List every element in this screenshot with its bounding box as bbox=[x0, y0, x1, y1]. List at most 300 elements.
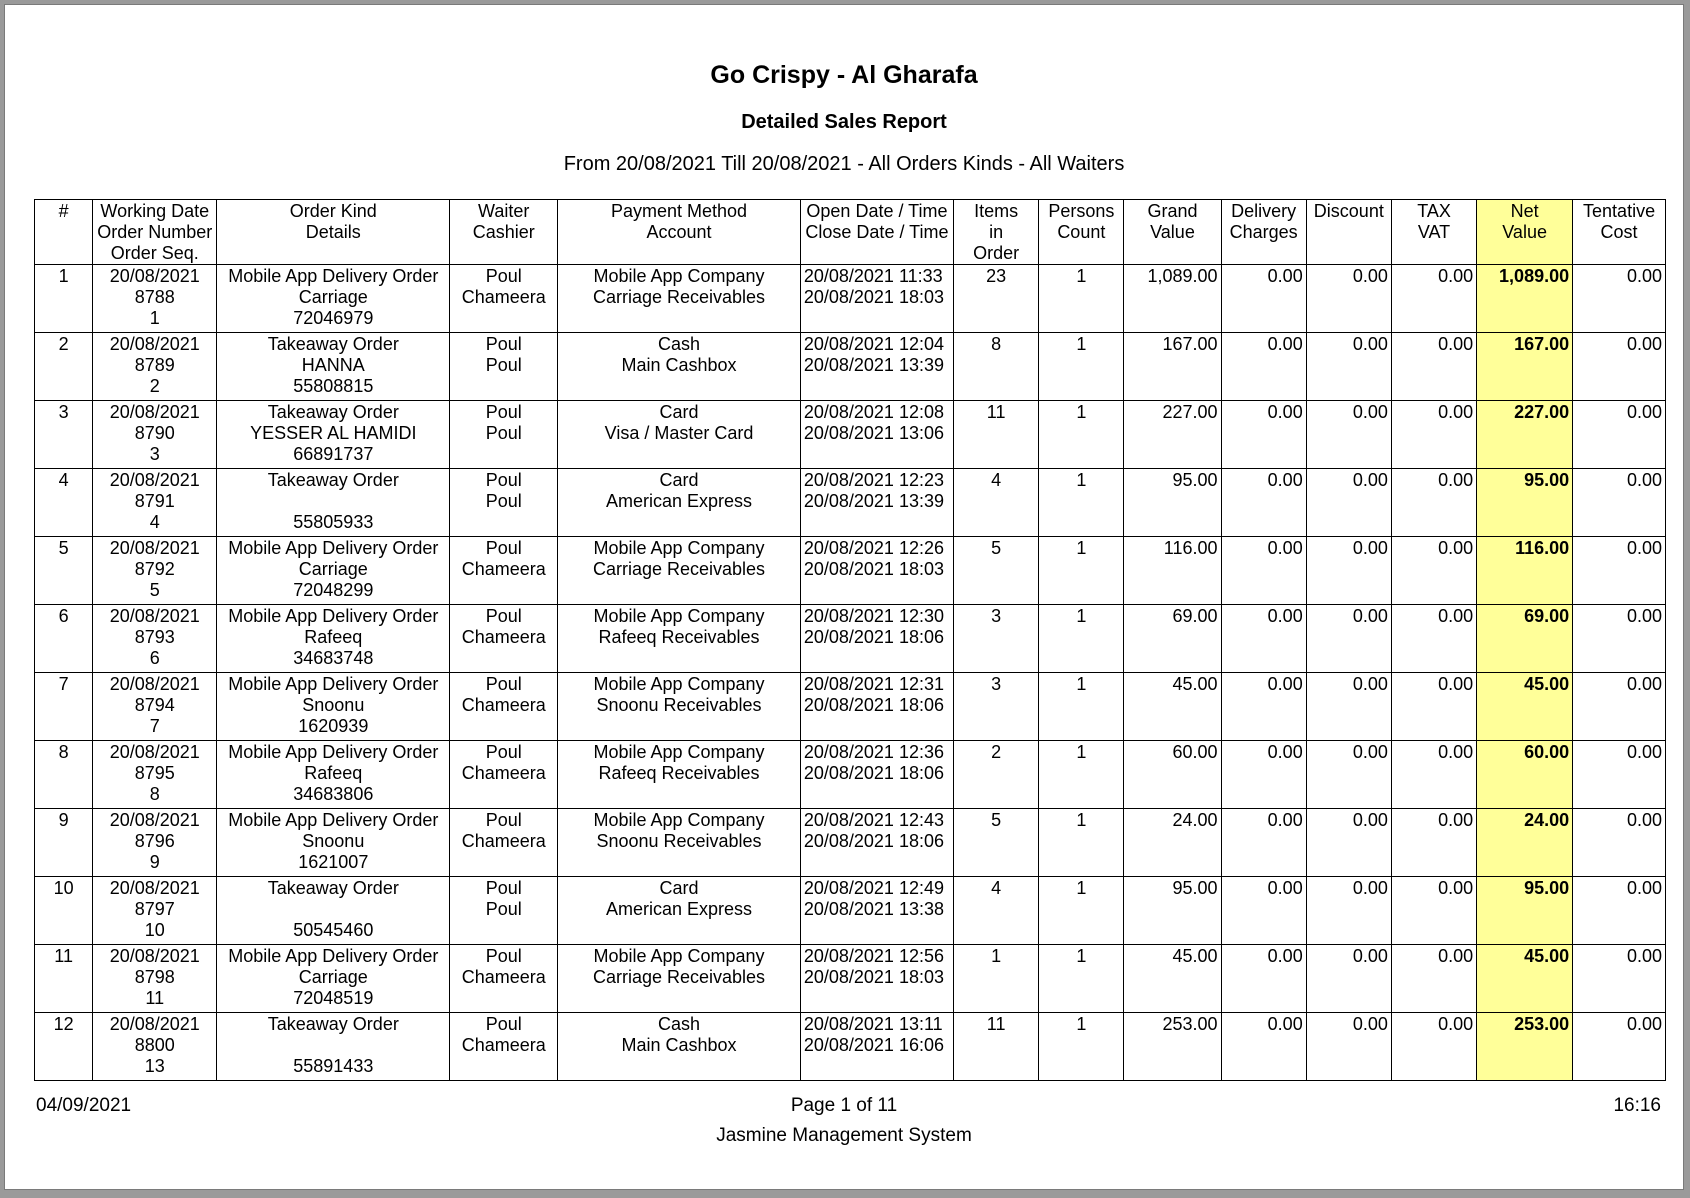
column-header-line: Tentative bbox=[1583, 201, 1656, 221]
cell-discount: 0.00 bbox=[1306, 333, 1391, 401]
cell-dates bbox=[800, 401, 953, 469]
column-header-line: Account bbox=[646, 222, 712, 242]
cell-line: 20/08/2021 bbox=[109, 878, 200, 898]
cell-line: Rafeeq Receivables bbox=[598, 627, 760, 647]
cell-line: 6 bbox=[149, 648, 160, 668]
cell-tax: 0.00 bbox=[1391, 605, 1476, 673]
cell-delivery: 0.00 bbox=[1221, 469, 1306, 537]
cell-line: 8798 bbox=[134, 967, 175, 987]
cell-waiter bbox=[450, 673, 558, 741]
cell-waiter bbox=[450, 741, 558, 809]
report-title: Go Crispy - Al Gharafa bbox=[710, 61, 978, 89]
cell-payment bbox=[558, 401, 801, 469]
cell-grand: 24.00 bbox=[1124, 809, 1221, 877]
cell-grand: 69.00 bbox=[1124, 605, 1221, 673]
table-row bbox=[35, 333, 1666, 401]
cell-items: 8 bbox=[954, 333, 1039, 401]
cell-working bbox=[93, 469, 217, 537]
table-row bbox=[35, 741, 1666, 809]
cell-tentative: 0.00 bbox=[1573, 537, 1666, 605]
cell-line: 20/08/2021 bbox=[109, 1014, 200, 1034]
column-header-line: Items bbox=[974, 201, 1019, 221]
cell-line: 20/08/2021 18:06 bbox=[803, 627, 944, 647]
cell-waiter bbox=[450, 469, 558, 537]
cell-seq: 2 bbox=[35, 333, 93, 401]
cell-persons: 1 bbox=[1039, 945, 1124, 1013]
cell-dates bbox=[800, 333, 953, 401]
cell-items: 3 bbox=[954, 605, 1039, 673]
cell-tentative: 0.00 bbox=[1573, 673, 1666, 741]
cell-line: 1 bbox=[149, 308, 160, 328]
cell-persons: 1 bbox=[1039, 741, 1124, 809]
cell-waiter bbox=[450, 605, 558, 673]
cell-persons: 1 bbox=[1039, 809, 1124, 877]
cell-line: 8791 bbox=[134, 491, 175, 511]
column-header-line: VAT bbox=[1417, 222, 1451, 242]
cell-waiter bbox=[450, 877, 558, 945]
cell-line: 20/08/2021 bbox=[109, 742, 200, 762]
cell-discount: 0.00 bbox=[1306, 1013, 1391, 1081]
cell-kind bbox=[217, 1013, 450, 1081]
column-header-line: # bbox=[58, 201, 69, 221]
cell-items: 5 bbox=[954, 537, 1039, 605]
column-header-dates bbox=[800, 200, 953, 265]
cell-line: Carriage bbox=[298, 967, 368, 987]
cell-line: Carriage bbox=[298, 287, 368, 307]
table-row bbox=[35, 945, 1666, 1013]
cell-line: 50545460 bbox=[293, 920, 374, 940]
table-row bbox=[35, 809, 1666, 877]
cell-working bbox=[93, 401, 217, 469]
cell-line: 20/08/2021 12:43 bbox=[803, 810, 944, 830]
cell-line: 7 bbox=[149, 716, 160, 736]
cell-line: Card bbox=[659, 470, 699, 490]
cell-line: Rafeeq Receivables bbox=[598, 763, 760, 783]
cell-discount: 0.00 bbox=[1306, 945, 1391, 1013]
cell-delivery: 0.00 bbox=[1221, 265, 1306, 333]
cell-line: Poul bbox=[485, 334, 522, 354]
cell-net: 45.00 bbox=[1477, 673, 1573, 741]
column-header-line: Count bbox=[1057, 222, 1106, 242]
cell-delivery: 0.00 bbox=[1221, 945, 1306, 1013]
cell-line: 20/08/2021 12:49 bbox=[803, 878, 944, 898]
cell-line: 20/08/2021 12:30 bbox=[803, 606, 944, 626]
cell-dates bbox=[800, 265, 953, 333]
cell-working bbox=[93, 605, 217, 673]
cell-tentative: 0.00 bbox=[1573, 1013, 1666, 1081]
cell-kind bbox=[217, 673, 450, 741]
cell-line: 9 bbox=[149, 852, 160, 872]
column-header-line: Order Number bbox=[97, 222, 213, 242]
cell-line: Carriage bbox=[298, 559, 368, 579]
cell-line: 20/08/2021 18:03 bbox=[803, 967, 944, 987]
cell-items: 4 bbox=[954, 877, 1039, 945]
cell-line: Poul bbox=[485, 423, 522, 443]
cell-net: 253.00 bbox=[1477, 1013, 1573, 1081]
cell-working bbox=[93, 741, 217, 809]
column-header-line: Details bbox=[305, 222, 361, 242]
cell-discount: 0.00 bbox=[1306, 537, 1391, 605]
cell-seq: 9 bbox=[35, 809, 93, 877]
cell-persons: 1 bbox=[1039, 537, 1124, 605]
column-header-line: Discount bbox=[1313, 201, 1384, 221]
cell-line: 55808815 bbox=[293, 376, 374, 396]
cell-line: 20/08/2021 bbox=[109, 266, 200, 286]
column-header-line: Net bbox=[1510, 201, 1539, 221]
cell-discount: 0.00 bbox=[1306, 401, 1391, 469]
cell-line: 20/08/2021 bbox=[109, 334, 200, 354]
cell-persons: 1 bbox=[1039, 877, 1124, 945]
cell-line: Poul bbox=[485, 674, 522, 694]
cell-dates bbox=[800, 605, 953, 673]
cell-line: Mobile App Company bbox=[593, 266, 765, 286]
cell-line: Rafeeq bbox=[304, 627, 363, 647]
cell-tentative: 0.00 bbox=[1573, 333, 1666, 401]
cell-line: Mobile App Company bbox=[593, 606, 765, 626]
print-time: 16:16 bbox=[1613, 1095, 1661, 1116]
cell-line: 8796 bbox=[134, 831, 175, 851]
cell-line: 11 bbox=[145, 988, 165, 1008]
cell-line: 72048299 bbox=[293, 580, 374, 600]
cell-line: Mobile App Company bbox=[593, 946, 765, 966]
cell-waiter bbox=[450, 1013, 558, 1081]
column-header-items bbox=[954, 200, 1039, 265]
cell-tax: 0.00 bbox=[1391, 673, 1476, 741]
cell-payment bbox=[558, 945, 801, 1013]
cell-line: 20/08/2021 13:39 bbox=[803, 355, 944, 375]
cell-line: Takeaway Order bbox=[267, 878, 399, 898]
cell-line: 20/08/2021 bbox=[109, 402, 200, 422]
cell-line: Mobile App Delivery Order bbox=[228, 810, 439, 830]
cell-line: 20/08/2021 bbox=[109, 606, 200, 626]
cell-line bbox=[220, 1035, 446, 1056]
cell-tentative: 0.00 bbox=[1573, 265, 1666, 333]
cell-line: Poul bbox=[485, 266, 522, 286]
cell-net: 95.00 bbox=[1477, 877, 1573, 945]
cell-tax: 0.00 bbox=[1391, 1013, 1476, 1081]
cell-line: Poul bbox=[485, 1014, 522, 1034]
report-page bbox=[4, 4, 1684, 1190]
cell-line bbox=[220, 491, 446, 512]
page-indicator: Page 1 of 11 bbox=[790, 1095, 898, 1116]
cell-net: 167.00 bbox=[1477, 333, 1573, 401]
column-header-line: Waiter bbox=[478, 201, 530, 221]
cell-grand: 1,089.00 bbox=[1124, 265, 1221, 333]
cell-line: 5 bbox=[149, 580, 160, 600]
cell-line bbox=[220, 899, 446, 920]
cell-line: 55891433 bbox=[293, 1056, 374, 1076]
cell-line: Mobile App Company bbox=[593, 674, 765, 694]
cell-kind bbox=[217, 741, 450, 809]
cell-line: American Express bbox=[605, 899, 753, 919]
cell-line: Snoonu bbox=[302, 695, 365, 715]
cell-items: 11 bbox=[954, 401, 1039, 469]
cell-line: Chameera bbox=[461, 763, 546, 783]
cell-waiter bbox=[450, 401, 558, 469]
cell-delivery: 0.00 bbox=[1221, 605, 1306, 673]
cell-line: 72048519 bbox=[293, 988, 374, 1008]
cell-net: 24.00 bbox=[1477, 809, 1573, 877]
cell-kind bbox=[217, 469, 450, 537]
cell-line: 20/08/2021 12:23 bbox=[803, 470, 944, 490]
cell-working bbox=[93, 537, 217, 605]
cell-dates bbox=[800, 877, 953, 945]
cell-line: 20/08/2021 bbox=[109, 674, 200, 694]
cell-seq: 3 bbox=[35, 401, 93, 469]
cell-line: 20/08/2021 13:06 bbox=[803, 423, 944, 443]
cell-dates bbox=[800, 673, 953, 741]
cell-grand: 253.00 bbox=[1124, 1013, 1221, 1081]
cell-line: Chameera bbox=[461, 559, 546, 579]
report-subtitle: Detailed Sales Report bbox=[741, 111, 947, 133]
cell-seq: 7 bbox=[35, 673, 93, 741]
cell-items: 11 bbox=[954, 1013, 1039, 1081]
cell-kind bbox=[217, 537, 450, 605]
cell-line: Mobile App Delivery Order bbox=[228, 538, 439, 558]
column-header-net bbox=[1477, 200, 1573, 265]
cell-line: HANNA bbox=[301, 355, 365, 375]
cell-waiter bbox=[450, 809, 558, 877]
cell-line: 20/08/2021 12:56 bbox=[803, 946, 944, 966]
cell-kind bbox=[217, 877, 450, 945]
cell-line: 8794 bbox=[134, 695, 175, 715]
cell-discount: 0.00 bbox=[1306, 741, 1391, 809]
cell-kind bbox=[217, 333, 450, 401]
cell-line: Poul bbox=[485, 402, 522, 422]
cell-net: 95.00 bbox=[1477, 469, 1573, 537]
cell-dates bbox=[800, 1013, 953, 1081]
cell-line: Mobile App Delivery Order bbox=[228, 606, 439, 626]
column-header-line: Order Seq. bbox=[110, 243, 199, 263]
cell-net: 45.00 bbox=[1477, 945, 1573, 1013]
table-row bbox=[35, 537, 1666, 605]
cell-tentative: 0.00 bbox=[1573, 401, 1666, 469]
cell-grand: 95.00 bbox=[1124, 469, 1221, 537]
cell-line: Main Cashbox bbox=[621, 1035, 737, 1055]
cell-delivery: 0.00 bbox=[1221, 401, 1306, 469]
cell-waiter bbox=[450, 537, 558, 605]
cell-discount: 0.00 bbox=[1306, 673, 1391, 741]
cell-payment bbox=[558, 537, 801, 605]
cell-kind bbox=[217, 605, 450, 673]
column-header-line: Close Date / Time bbox=[805, 222, 949, 242]
table-row bbox=[35, 877, 1666, 945]
cell-line: 20/08/2021 18:06 bbox=[803, 831, 944, 851]
cell-discount: 0.00 bbox=[1306, 605, 1391, 673]
cell-line: 1620939 bbox=[298, 716, 369, 736]
table-row bbox=[35, 401, 1666, 469]
cell-kind bbox=[217, 401, 450, 469]
cell-net: 116.00 bbox=[1477, 537, 1573, 605]
cell-line: Mobile App Delivery Order bbox=[228, 674, 439, 694]
column-header-payment bbox=[558, 200, 801, 265]
cell-tax: 0.00 bbox=[1391, 877, 1476, 945]
cell-working bbox=[93, 333, 217, 401]
column-header-line: Payment Method bbox=[610, 201, 748, 221]
cell-seq: 8 bbox=[35, 741, 93, 809]
cell-tentative: 0.00 bbox=[1573, 469, 1666, 537]
cell-waiter bbox=[450, 945, 558, 1013]
cell-line: 20/08/2021 11:33 bbox=[803, 266, 943, 286]
cell-line: YESSER AL HAMIDI bbox=[250, 423, 417, 443]
cell-seq: 1 bbox=[35, 265, 93, 333]
column-header-line: Cost bbox=[1600, 222, 1638, 242]
cell-line: Poul bbox=[485, 810, 522, 830]
cell-tax: 0.00 bbox=[1391, 469, 1476, 537]
cell-grand: 45.00 bbox=[1124, 945, 1221, 1013]
cell-line: Chameera bbox=[461, 967, 546, 987]
cell-line: 20/08/2021 12:36 bbox=[803, 742, 944, 762]
cell-tax: 0.00 bbox=[1391, 401, 1476, 469]
table-row bbox=[35, 605, 1666, 673]
cell-payment bbox=[558, 741, 801, 809]
cell-tax: 0.00 bbox=[1391, 537, 1476, 605]
table-row bbox=[35, 673, 1666, 741]
cell-net: 227.00 bbox=[1477, 401, 1573, 469]
cell-line: 66891737 bbox=[293, 444, 374, 464]
cell-line: 20/08/2021 bbox=[109, 946, 200, 966]
column-header-discount bbox=[1306, 200, 1391, 265]
cell-payment bbox=[558, 333, 801, 401]
cell-line: 34683748 bbox=[293, 648, 374, 668]
cell-grand: 45.00 bbox=[1124, 673, 1221, 741]
column-header-delivery bbox=[1221, 200, 1306, 265]
cell-line: 8797 bbox=[134, 899, 175, 919]
table-row bbox=[35, 265, 1666, 333]
cell-seq: 12 bbox=[35, 1013, 93, 1081]
cell-kind bbox=[217, 809, 450, 877]
cell-line: 8795 bbox=[134, 763, 175, 783]
cell-grand: 227.00 bbox=[1124, 401, 1221, 469]
cell-items: 2 bbox=[954, 741, 1039, 809]
cell-line: 20/08/2021 12:26 bbox=[803, 538, 944, 558]
cell-line: 3 bbox=[149, 444, 160, 464]
cell-line: Takeaway Order bbox=[267, 1014, 399, 1034]
cell-dates bbox=[800, 741, 953, 809]
cell-line: 8792 bbox=[134, 559, 175, 579]
cell-line: Cash bbox=[657, 334, 701, 354]
table-row bbox=[35, 469, 1666, 537]
column-header-line: Order bbox=[973, 243, 1020, 263]
cell-net: 1,089.00 bbox=[1477, 265, 1573, 333]
column-header-line: Open Date / Time bbox=[806, 201, 948, 221]
cell-tentative: 0.00 bbox=[1573, 809, 1666, 877]
cell-line: Card bbox=[659, 402, 699, 422]
table-body bbox=[35, 265, 1666, 1081]
cell-line: 10 bbox=[144, 920, 165, 940]
cell-line: Main Cashbox bbox=[621, 355, 737, 375]
cell-line: 20/08/2021 13:38 bbox=[803, 899, 944, 919]
cell-payment bbox=[558, 265, 801, 333]
column-header-line: TAX bbox=[1417, 201, 1451, 221]
cell-line: Poul bbox=[485, 538, 522, 558]
cell-items: 4 bbox=[954, 469, 1039, 537]
cell-persons: 1 bbox=[1039, 469, 1124, 537]
cell-items: 5 bbox=[954, 809, 1039, 877]
cell-tax: 0.00 bbox=[1391, 741, 1476, 809]
cell-grand: 167.00 bbox=[1124, 333, 1221, 401]
cell-line: American Express bbox=[605, 491, 753, 511]
cell-line: 20/08/2021 18:06 bbox=[803, 695, 944, 715]
cell-line: Mobile App Company bbox=[593, 742, 765, 762]
cell-grand: 95.00 bbox=[1124, 877, 1221, 945]
sales-table bbox=[34, 199, 1666, 1081]
column-header-line: Order Kind bbox=[289, 201, 377, 221]
cell-line: 1621007 bbox=[298, 852, 369, 872]
cell-line: Mobile App Company bbox=[593, 810, 765, 830]
cell-persons: 1 bbox=[1039, 265, 1124, 333]
cell-persons: 1 bbox=[1039, 673, 1124, 741]
cell-line: 20/08/2021 13:11 bbox=[803, 1014, 943, 1034]
column-header-working bbox=[93, 200, 217, 265]
cell-tentative: 0.00 bbox=[1573, 741, 1666, 809]
cell-delivery: 0.00 bbox=[1221, 537, 1306, 605]
cell-line: Snoonu Receivables bbox=[596, 831, 762, 851]
cell-seq: 4 bbox=[35, 469, 93, 537]
cell-payment bbox=[558, 1013, 801, 1081]
cell-line: Chameera bbox=[461, 1035, 546, 1055]
table-row bbox=[35, 1013, 1666, 1081]
cell-discount: 0.00 bbox=[1306, 809, 1391, 877]
cell-payment bbox=[558, 673, 801, 741]
cell-line: Poul bbox=[485, 899, 522, 919]
cell-line: 8788 bbox=[134, 287, 175, 307]
cell-line: 20/08/2021 bbox=[109, 470, 200, 490]
cell-line: 2 bbox=[149, 376, 160, 396]
column-header-line: Value bbox=[1502, 222, 1547, 242]
cell-dates bbox=[800, 809, 953, 877]
cell-line: 72046979 bbox=[293, 308, 374, 328]
cell-seq: 11 bbox=[35, 945, 93, 1013]
cell-items: 3 bbox=[954, 673, 1039, 741]
cell-line: 20/08/2021 12:08 bbox=[803, 402, 944, 422]
cell-tax: 0.00 bbox=[1391, 265, 1476, 333]
cell-delivery: 0.00 bbox=[1221, 333, 1306, 401]
cell-tentative: 0.00 bbox=[1573, 945, 1666, 1013]
cell-seq: 10 bbox=[35, 877, 93, 945]
cell-line: Card bbox=[659, 878, 699, 898]
cell-seq: 6 bbox=[35, 605, 93, 673]
cell-tax: 0.00 bbox=[1391, 809, 1476, 877]
column-header-line: Working Date bbox=[100, 201, 210, 221]
cell-line: 8800 bbox=[134, 1035, 175, 1055]
cell-line: Cash bbox=[657, 1014, 701, 1034]
cell-line: Takeaway Order bbox=[267, 334, 399, 354]
cell-net: 69.00 bbox=[1477, 605, 1573, 673]
cell-grand: 116.00 bbox=[1124, 537, 1221, 605]
cell-line: Snoonu Receivables bbox=[596, 695, 762, 715]
cell-line: 20/08/2021 16:06 bbox=[803, 1035, 944, 1055]
cell-payment bbox=[558, 809, 801, 877]
cell-line: Poul bbox=[485, 491, 522, 511]
column-header-waiter bbox=[450, 200, 558, 265]
cell-items: 1 bbox=[954, 945, 1039, 1013]
cell-items: 23 bbox=[954, 265, 1039, 333]
cell-waiter bbox=[450, 265, 558, 333]
cell-working bbox=[93, 673, 217, 741]
cell-persons: 1 bbox=[1039, 401, 1124, 469]
column-header-line: Cashier bbox=[472, 222, 535, 242]
cell-line: Poul bbox=[485, 355, 522, 375]
cell-delivery: 0.00 bbox=[1221, 1013, 1306, 1081]
cell-line: 20/08/2021 13:39 bbox=[803, 491, 944, 511]
cell-grand: 60.00 bbox=[1124, 741, 1221, 809]
cell-persons: 1 bbox=[1039, 605, 1124, 673]
cell-line: 13 bbox=[144, 1056, 165, 1076]
column-header-line: Persons bbox=[1048, 201, 1115, 221]
cell-waiter bbox=[450, 333, 558, 401]
column-header-line: Delivery bbox=[1231, 201, 1297, 221]
